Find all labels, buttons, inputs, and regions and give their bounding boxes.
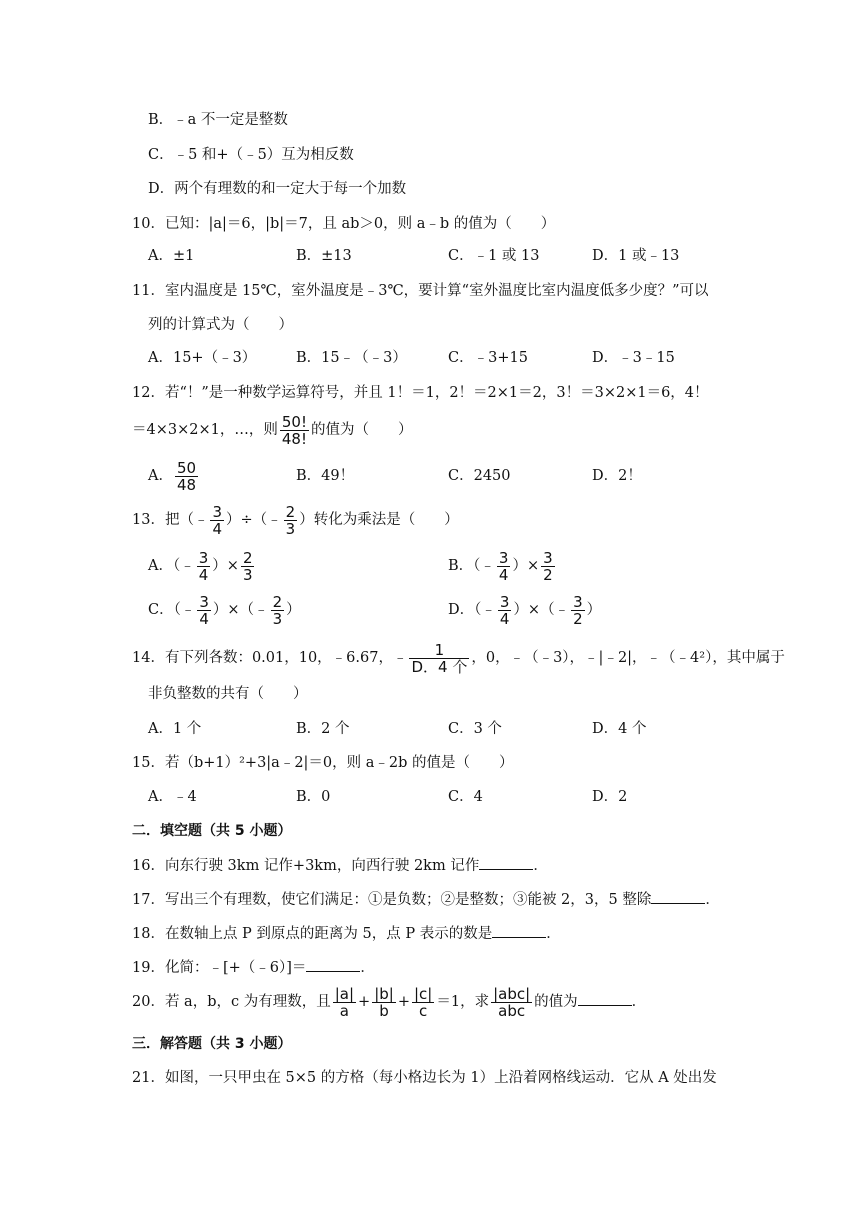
fraction-numerator: 1 xyxy=(409,642,469,659)
section-answer-heading: 三．解答题（共 3 小题） xyxy=(132,1036,292,1052)
fraction-numerator: 2 xyxy=(272,592,283,611)
q13-option-d xyxy=(448,592,601,628)
q10-option-a: A．±1 xyxy=(148,248,195,264)
fraction xyxy=(497,550,511,583)
q12-option-d: D．2！ xyxy=(592,468,642,484)
q15-option-c: C．4 xyxy=(448,789,483,805)
fraction-numerator: |a| xyxy=(334,984,355,1003)
option-text: ）×（﹣ xyxy=(212,602,269,618)
fraction-numerator: 3 xyxy=(543,548,553,567)
fraction-numerator: |c| xyxy=(413,984,433,1003)
q14-stem-line1 xyxy=(132,640,785,676)
stem-text: 18．在数轴上点 P 到原点的距离为 5，点 P 表示的数是 xyxy=(132,926,493,942)
q10-stem: 10．已知：|a|＝6，|b|＝7，且 ab＞0，则 a﹣b 的值为（ ） xyxy=(132,216,556,232)
option-text: ） xyxy=(586,602,602,618)
q12-stem-line1: 12．若“！”是一种数学运算符号，并且 1！＝1，2！＝2×1＝2，3！＝3×2×1＝6，4！ xyxy=(132,385,709,401)
q9-option-b: B．﹣a 不一定是整数 xyxy=(148,112,288,128)
stem-text: ． xyxy=(360,960,375,976)
stem-text: 14．有下列各数：0.01，10，﹣6.67，﹣ xyxy=(132,650,408,666)
q19 xyxy=(132,957,375,978)
section-fill-in-blank-heading: 二．填空题（共 5 小题） xyxy=(132,823,292,839)
q10-option-d: D．1 或﹣13 xyxy=(592,248,680,264)
fraction-denominator: 4 xyxy=(212,519,222,538)
fraction-denominator: 3 xyxy=(242,565,253,584)
q13-option-b xyxy=(448,548,557,584)
option-text: D．（﹣ xyxy=(448,602,496,618)
fraction xyxy=(409,642,469,675)
fraction-denominator: abc xyxy=(498,1001,526,1020)
q14-option-d: D．4 个 xyxy=(592,721,647,737)
fraction-numerator: 2 xyxy=(242,548,253,567)
stem-text: 17．写出三个有理数，使它们满足：①是负数；②是整数；③能被 2，3，5 整除 xyxy=(132,892,652,908)
option-text: ）× xyxy=(512,558,540,574)
q16 xyxy=(132,855,548,876)
q18 xyxy=(132,923,561,944)
fraction xyxy=(571,594,585,627)
q11-option-c: C．﹣3+15 xyxy=(448,350,528,366)
q12-option-a xyxy=(148,458,200,494)
stem-text: ． xyxy=(533,858,548,874)
q13-option-a xyxy=(148,548,256,584)
fraction xyxy=(333,986,356,1019)
option-text: ）×（﹣ xyxy=(513,602,570,618)
fraction xyxy=(412,986,434,1019)
fraction-numerator: 50 xyxy=(176,458,197,477)
q12-option-b: B．49！ xyxy=(296,468,355,484)
fraction-numerator: |abc| xyxy=(493,984,531,1003)
fraction-denominator: 2 xyxy=(543,565,553,584)
q14-option-a: A．1 个 xyxy=(148,721,202,737)
fraction xyxy=(491,986,532,1019)
q9-option-c: C．﹣5 和+（﹣5）互为相反数 xyxy=(148,147,354,163)
fraction-denominator: 2 xyxy=(573,609,583,628)
answer-blank xyxy=(306,957,360,972)
q12-stem-line2 xyxy=(132,412,412,448)
q15-option-b: B．0 xyxy=(296,789,331,805)
fraction xyxy=(271,594,285,627)
factorial-fraction xyxy=(280,414,309,447)
fraction-denominator: 4 xyxy=(199,609,209,628)
q12-stem-line2-post: 的值为（ ） xyxy=(310,422,413,438)
fraction xyxy=(210,504,224,537)
option-text: A．（﹣ xyxy=(148,558,195,574)
stem-text: ＝1，求 xyxy=(436,994,490,1010)
fraction-denominator: 3 xyxy=(272,609,283,628)
fraction-numerator: 3 xyxy=(198,548,209,567)
q11-option-b: B．15﹣（﹣3） xyxy=(296,350,407,366)
fraction-numerator: 2 xyxy=(285,502,296,521)
fraction-denominator: b xyxy=(379,1001,389,1020)
q12-stem-line2-pre: ＝4×3×2×1，…，则 xyxy=(132,422,278,438)
fraction xyxy=(197,594,211,627)
fraction xyxy=(498,594,512,627)
option-a-fraction xyxy=(175,460,198,493)
fraction-numerator: 3 xyxy=(199,592,209,611)
option-text: C．（﹣ xyxy=(148,602,196,618)
fraction-denominator: 48 xyxy=(176,475,197,494)
fraction-numerator: |b| xyxy=(374,984,394,1003)
stem-text: 的值为 xyxy=(534,994,578,1010)
q15-option-a: A．﹣4 xyxy=(148,789,197,805)
answer-blank xyxy=(651,889,705,904)
option-text: ）× xyxy=(212,558,239,574)
q14-option-c: C．3 个 xyxy=(448,721,502,737)
answer-blank xyxy=(578,991,632,1006)
fraction xyxy=(284,504,298,537)
stem-text: 16．向东行驶 3km 记作+3km，向西行驶 2km 记作 xyxy=(132,858,480,874)
fraction-denominator: c xyxy=(419,1001,428,1020)
stem-text: 13．把（﹣ xyxy=(132,512,209,528)
fraction-denominator: D．4 个 xyxy=(411,657,468,676)
fraction xyxy=(197,550,211,583)
q12-option-c: C．2450 xyxy=(448,468,511,484)
q14-stem-line2: 非负整数的共有（ ） xyxy=(148,686,308,702)
option-letter: A． xyxy=(148,468,173,484)
q17 xyxy=(132,889,720,910)
fraction-numerator: 3 xyxy=(573,592,583,611)
fraction-denominator: 3 xyxy=(285,519,296,538)
fraction-denominator: 48! xyxy=(281,429,307,448)
fraction xyxy=(541,550,555,583)
answer-blank xyxy=(479,855,533,870)
q15-stem: 15．若（b+1）²+3|a﹣2|＝0，则 a﹣2b 的值是（ ） xyxy=(132,755,514,771)
q15-option-d: D．2 xyxy=(592,789,628,805)
stem-text: ，0，﹣（﹣3），﹣|﹣2|，﹣（﹣4²），其中属于 xyxy=(471,650,785,666)
fraction-numerator: 3 xyxy=(499,592,510,611)
q13-option-c xyxy=(148,592,301,628)
stem-text: ． xyxy=(631,994,647,1010)
stem-text: ）转化为乘法是（ ） xyxy=(299,512,459,528)
stem-text: ）÷（﹣ xyxy=(226,512,282,528)
stem-text: ． xyxy=(546,926,561,942)
q11-stem-line2: 列的计算式为（ ） xyxy=(148,317,293,333)
fraction xyxy=(372,986,396,1019)
q9-option-d: D．两个有理数的和一定大于每一个加数 xyxy=(148,181,407,197)
fraction-numerator: 50! xyxy=(281,412,307,431)
q20: 20．若 a，b，c 为有理数，且 $\frac{|a|}{a}$ + $\frac{|b|}{b}$ + $\frac{|c|}{c}$ ＝1，求 $\frac{\text{|abc|}}{\text{abc}}$ 的值为 ． xyxy=(132,984,647,1020)
q11-stem-line1: 11．室内温度是 15℃，室外温度是﹣3℃，要计算“室外温度比室内温度低多少度？”可以 xyxy=(132,283,709,299)
q11-option-d: D．﹣3﹣15 xyxy=(592,350,675,366)
fraction xyxy=(241,550,255,583)
stem-text: ． xyxy=(705,892,720,908)
answer-blank xyxy=(492,923,546,938)
fraction-denominator: 4 xyxy=(498,565,509,584)
fraction-denominator: 4 xyxy=(198,565,209,584)
stem-text: 20．若 a，b，c 为有理数，且 xyxy=(132,994,331,1010)
q11-option-a: A．15+（﹣3） xyxy=(148,350,257,366)
option-text: B．（﹣ xyxy=(448,558,495,574)
q10-option-b: B．±13 xyxy=(296,248,352,264)
q10-option-c: C．﹣1 或 13 xyxy=(448,248,540,264)
stem-text: 19．化简：﹣[+（﹣6）]＝ xyxy=(132,960,307,976)
q14-option-b: B．2 个 xyxy=(296,721,350,737)
fraction-numerator: 3 xyxy=(498,548,509,567)
fraction-numerator: 3 xyxy=(212,502,222,521)
q13-stem xyxy=(132,502,459,538)
fraction-denominator: 4 xyxy=(499,609,510,628)
q21-stem: 21．如图，一只甲虫在 5×5 的方格（每小格边长为 1）上沿着网格线运动．它从 A 处出发 xyxy=(132,1070,717,1086)
option-text: ） xyxy=(286,602,301,618)
fraction-denominator: a xyxy=(339,1001,349,1020)
